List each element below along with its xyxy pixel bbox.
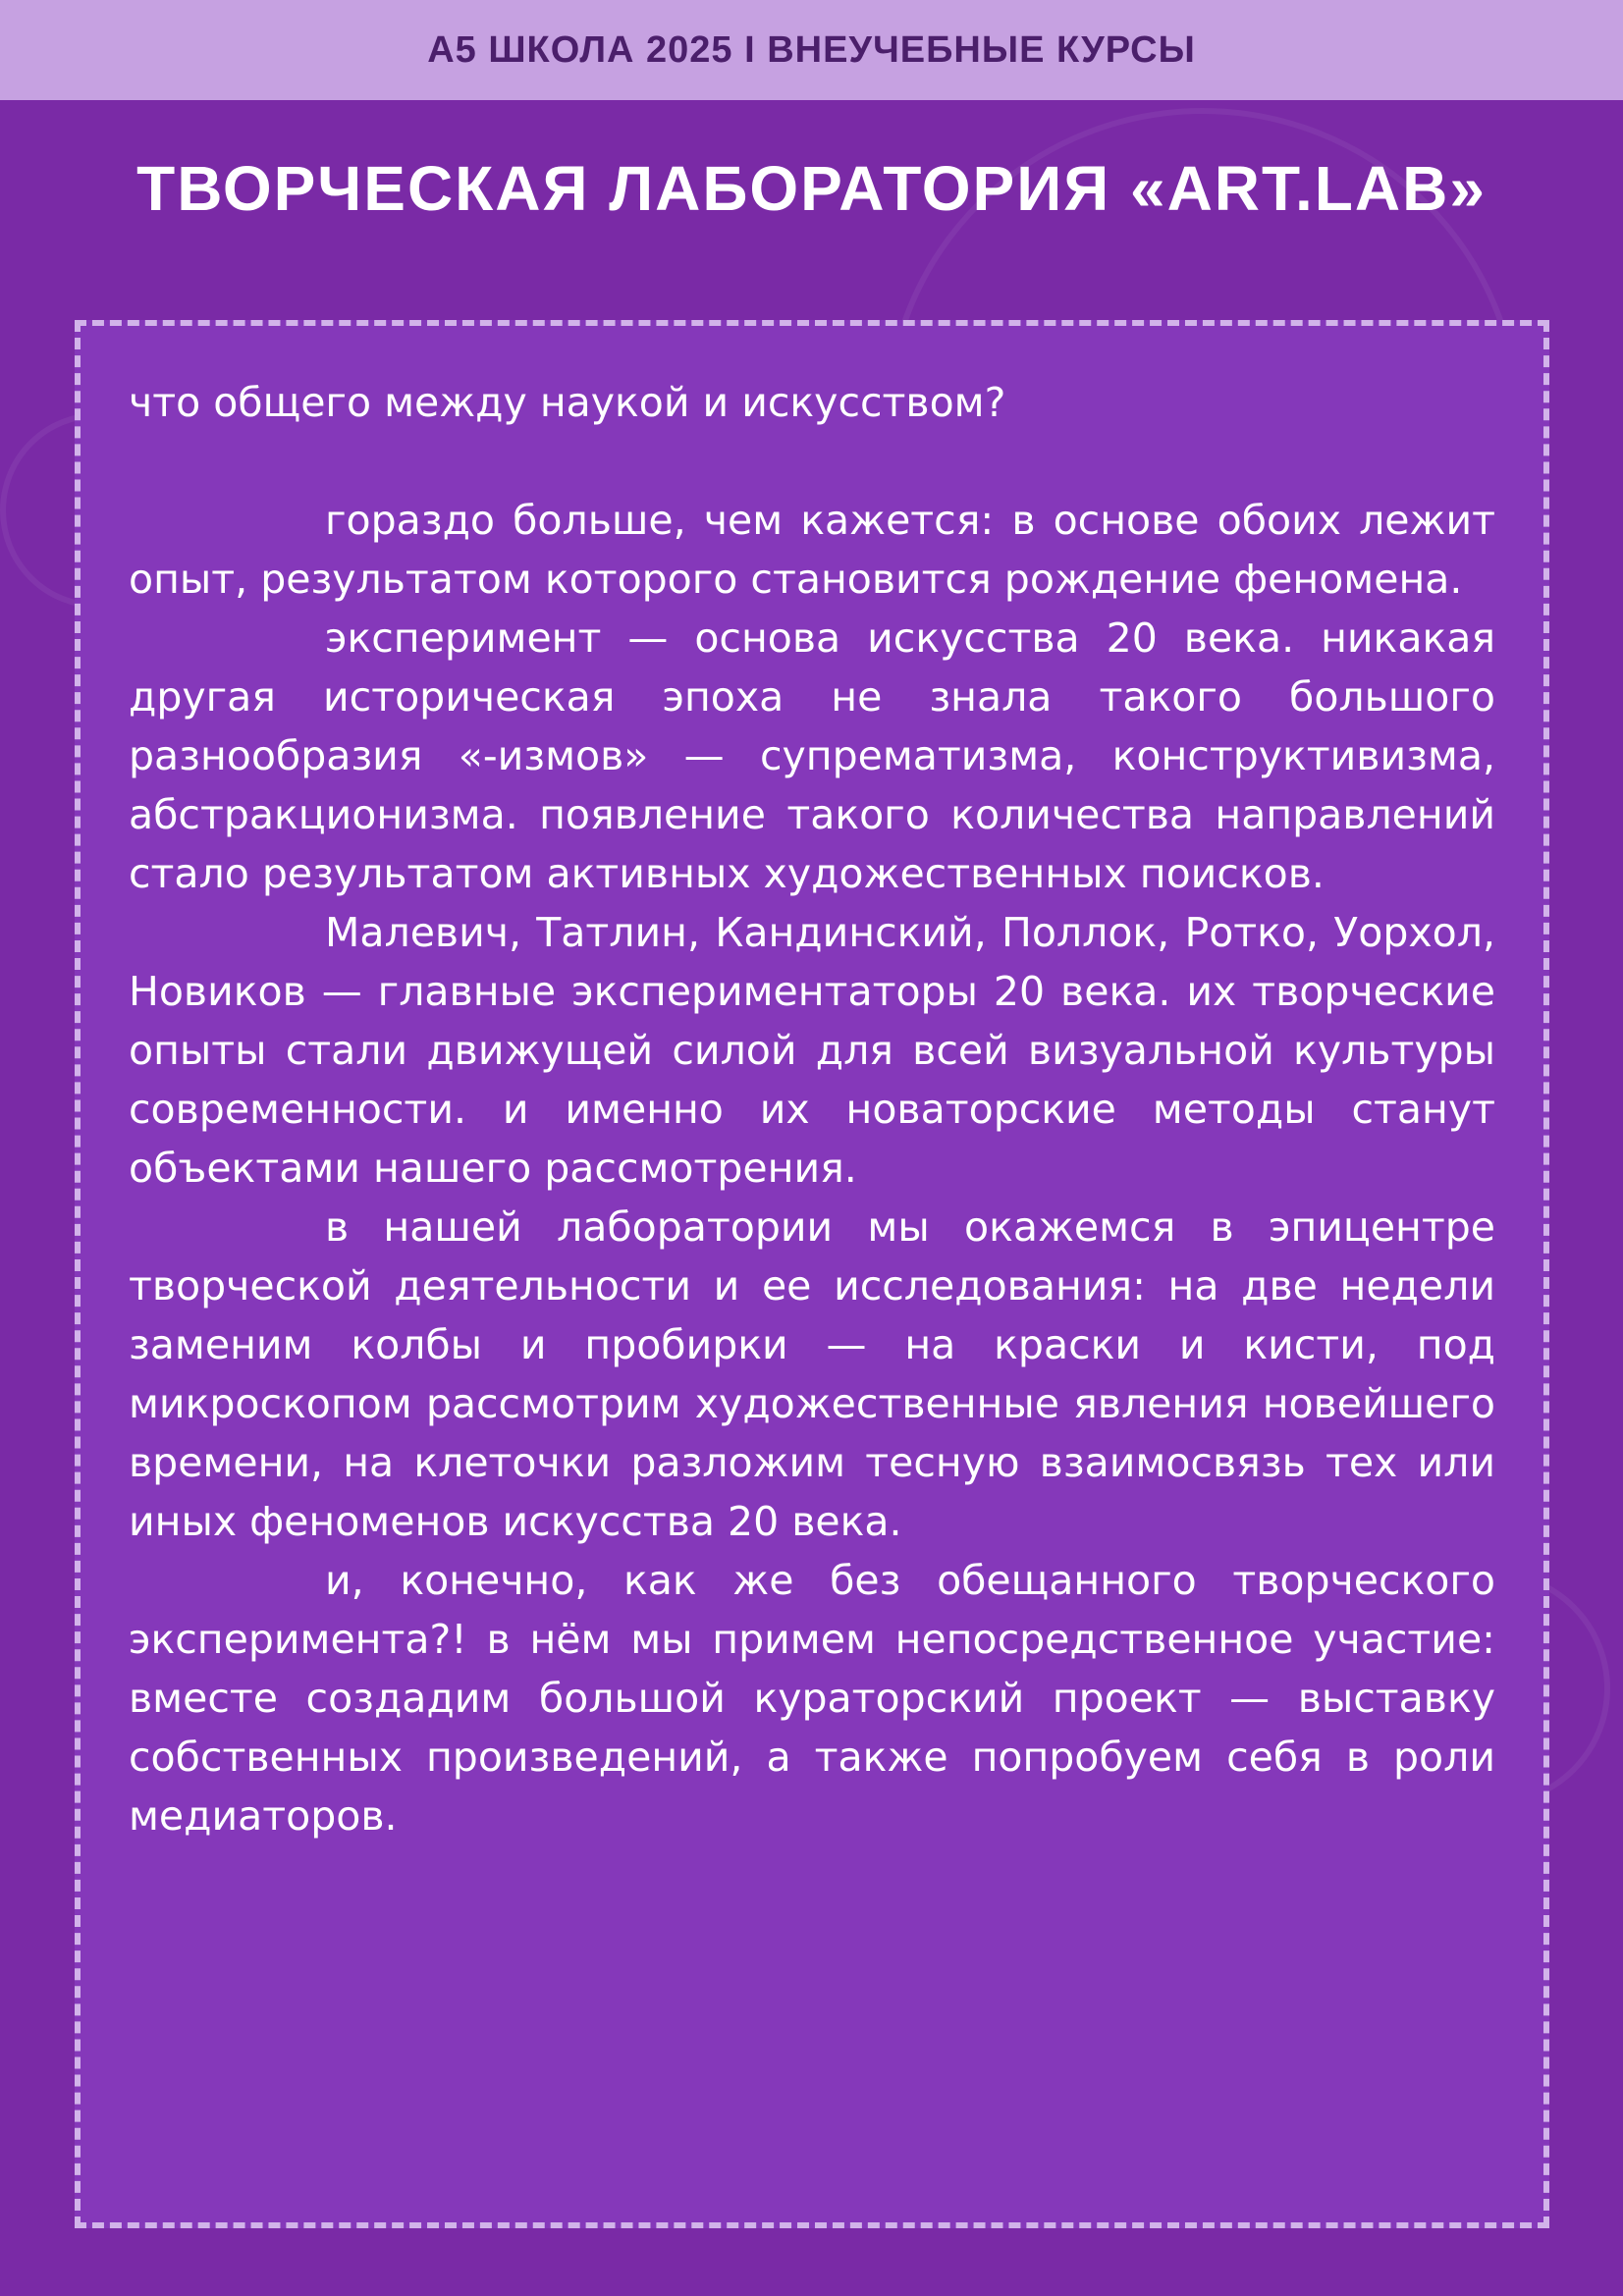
paragraph: в нашей лаборатории мы окажемся в эпицентре творческой деятельности и ее исследования: на две недели заменим колбы и пробирки — на краски и кисти, под микроскопом рассмотрим художественные явления новейшего времени, на клеточки разложим тесную взаимосвязь тех или иных феноменов искусства 20 века.: [129, 1203, 1495, 1545]
page-title: [0, 152, 1623, 225]
page-title-text: ТВОРЧЕСКАЯ ЛАБОРАТОРИЯ «ART.LAB»: [136, 153, 1487, 224]
header-band-text: А5 ШКОЛА 2025 I ВНЕУЧЕБНЫЕ КУРСЫ: [427, 28, 1196, 71]
paragraph: и, конечно, как же без обещанного творческого эксперимента?! в нём мы примем непосредственное участие: вместе создадим большой кураторский проект — выставку собственных произведений, а также попробуем себя в роли медиаторов.: [129, 1557, 1495, 1840]
paragraph: эксперимент — основа искусства 20 века. никакая другая историческая эпоха не знала такого большого разнообразия «-измов» — супрематизма, конструктивизма, абстракционизма. появление такого количества направлений стало результатом активных художественных поисков.: [129, 614, 1495, 897]
content-text: [129, 373, 1495, 1845]
intro-question: что общего между наукой и искусством?: [129, 379, 1006, 426]
paragraph: гораздо больше, чем кажется: в основе обоих лежит опыт, результатом которого становится рождение феномена.: [129, 497, 1495, 603]
header-band: [0, 0, 1623, 100]
paragraph: Малевич, Татлин, Кандинский, Поллок, Ротко, Уорхол, Новиков — главные экспериментаторы 20 века. их творческие опыты стали движущей силой для всей визуальной культуры современности. и именно их новаторские методы станут объектами нашего рассмотрения.: [129, 909, 1495, 1192]
